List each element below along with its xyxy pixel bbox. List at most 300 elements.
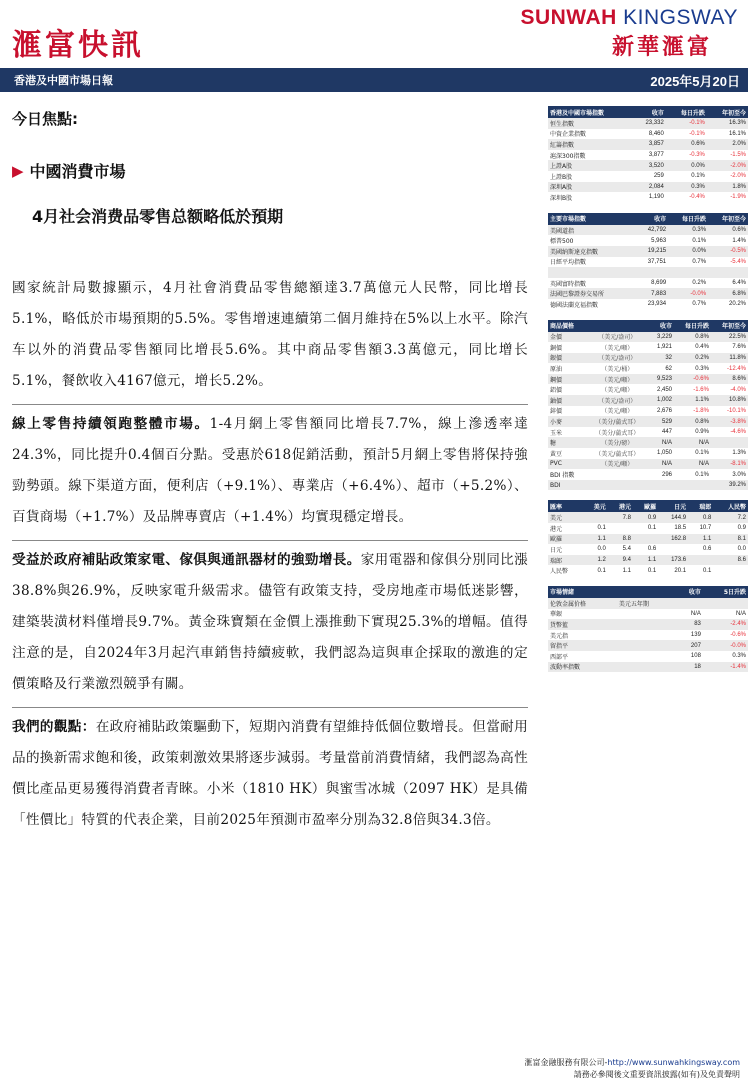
report-date: 2025年5月20日 [650,73,740,89]
table-cell: 1,050 [657,450,673,457]
table-cell: 9.4 [608,555,633,566]
table-cell: 0.1 [702,567,712,574]
table-cell [583,512,608,523]
table-header-cell: 年初至今 [711,320,748,332]
table-row [548,192,748,203]
table-row [548,267,748,278]
table-cell: 0.1% [692,237,707,244]
table-cell: 瑞郎 [548,555,583,566]
table-cell: 德國法蘭克福指數 [550,301,599,309]
table-cell: 16.1% [728,130,746,137]
table-header-row [548,500,748,512]
table-row [548,523,748,534]
table-cell: 22.5% [711,332,748,343]
table-cell: 0.9 [737,525,746,532]
footer-disclaimer: 請務必參閱後文重要資訊披露(如有)及免責聲明 [573,1070,740,1079]
table-cell: 鋼價 [548,374,586,385]
table-cell [617,651,676,662]
table-cell: 0.0% [668,246,708,257]
table-cell: 原油 [550,366,563,374]
table-cell [636,267,668,278]
table-cell: 人民幣 [550,568,569,576]
table-cell: 23,934 [647,301,667,308]
table-cell: （美元/噸） [601,408,634,416]
table-cell: 144.9 [658,512,688,523]
table-cell: 0.6% [666,139,707,150]
divider [12,707,528,708]
table-cell [625,160,633,171]
hk-china-index-table [548,106,748,203]
table-cell [675,598,703,609]
table-header-cell: 收市 [675,586,703,598]
table-cell: 0.3% [732,653,746,660]
table-cell [649,480,674,491]
table-cell: 0.1% [695,471,709,478]
table-cell: 玉米 [550,429,563,437]
table-cell: 207 [675,640,703,651]
fx-rate-table [548,500,748,576]
market-title: 中國消費市場 [29,162,126,181]
table-header-cell: 收市 [636,213,668,225]
table-row [548,257,748,268]
table-cell: 深圳B股 [550,194,573,202]
publication-title: 滙富快訊 [12,28,144,63]
table-cell: 0.0 [737,546,746,553]
table-cell: 1,921 [657,344,673,351]
table-row [548,288,748,299]
table-cell: 銅價 [550,344,563,352]
table-cell: -2.0% [730,173,746,180]
table-cell: 8.1 [713,534,748,545]
table-header-cell: 收市 [633,106,666,118]
table-cell [674,480,711,491]
table-cell: 鈾價 [548,395,586,406]
table-cell [658,544,688,555]
table-cell: 2.0% [707,139,748,150]
table-cell: 上證A股 [548,160,625,171]
paragraph-4-body: 在政府補貼政策驅動下，短期內消費有望維持低個位數增長。但當耐用品的換新需求飽和後，政策刺激效果將逐步減弱。考量當前消費情緒，我們認為高性價比產品更易獲得消費者青睞。小米（1810 HK）與蜜雪冰城（2097 HK）是具備「性價比」特質的代表企業，目前2025年預測市盈率分別為32.8倍與34.3倍。 [12,719,528,828]
table-cell: （美分/蒲式耳） [586,416,649,427]
paragraph-3-body: 家用電器和傢俱分別同比漲38.8%與26.9%，反映家電升級需求。儘管有政策支持，受房地產市場低迷影響，建築裝潢材料僅增長9.7%。黃金珠寶類在金價上漲推動下實現25.3%的增幅。值得注意的是，自2024年3月起汽車銷售持續疲軟，我們認為這與車企採取的激進的定價策略及行業激烈競爭有關。 [12,552,528,692]
table-cell: 上證B股 [550,173,573,181]
table-cell: 0.3% [695,365,709,372]
table-row [548,139,748,150]
table-cell: 5,963 [651,237,667,244]
table-cell: （美分/蒲式耳） [595,429,640,437]
paragraph-2-lead: 線上零售持續領跑整體市場。 [12,416,210,432]
table-cell [625,118,633,129]
table-cell [625,192,633,203]
table-cell: 9,523 [649,374,674,385]
table-cell: -0.6% [730,632,746,639]
table-row [548,374,748,385]
table-cell: 紅籌指數 [548,139,625,150]
table-cell: 1.4% [732,237,746,244]
table-cell: 0.0% [666,160,707,171]
table-cell: -2.4% [703,619,748,630]
footer-url[interactable]: http://www.sunwahkingsway.com [607,1058,740,1067]
table-cell: 6.8% [708,288,748,299]
table-row [548,459,748,470]
table-cell: 英國富時指數 [550,280,587,288]
table-cell [708,267,748,278]
table-cell: 2,676 [657,407,673,414]
table-header-cell: 5日升跌 [703,586,748,598]
table-row [548,150,748,161]
table-header-cell: 匯率 [548,500,583,512]
table-cell [625,129,633,140]
table-cell: 鋅價 [550,408,563,416]
footer-company-name: 滙富金融服務有限公司- [524,1058,608,1067]
table-cell: 貨幣籃 [548,619,617,630]
table-cell: -0.0% [703,640,748,651]
table-cell: 18.5 [674,525,687,532]
table-cell: -0.6% [674,374,711,385]
table-header-cell: 人民幣 [713,500,748,512]
table-cell: 0.6% [708,225,748,236]
paragraph-2-body: 1-4月網上零售額同比增長7.7%，線上滲透率達24.3%，同比提升0.4個百分點。受惠於618促銷活動，預計5月網上零售將保持強勁勢頭。線下渠道方面，便利店（+9.1%）、專業店（+6.4%）、超市（+5.2%）、百貨商場（+1.7%）及品牌專賣店（+1.4%）均實現穩定增長。 [12,416,528,525]
table-header-cell: 年初至今 [707,106,748,118]
table-cell: 1.3% [732,450,746,457]
divider [12,540,528,541]
table-cell: 0.9% [695,429,709,436]
table-header-cell: 每日升跌 [674,320,711,332]
table-cell: （美元/盎司） [586,353,649,364]
table-cell: BDI 指數 [550,472,575,480]
table-cell: -1.9% [730,194,746,201]
table-cell: 恒生指數 [548,118,625,129]
market-data-sidebar [548,106,748,682]
table-cell: 20.1 [674,567,687,574]
table-cell: -1.8% [693,407,709,414]
table-cell: 0.7% [692,301,707,308]
table-cell [586,469,649,480]
table-row [548,469,748,480]
paragraph-1: 國家統計局數據顯示，4月社會消費品零售總額達3.7萬億元人民幣，同比增長5.1%，略低於市場預期的5.5%。零售增速連續第二個月維持在5%以上水平。除汽车以外的消費品零售額同比增長5.6%。其中商品零售額3.3萬億元，同比增长5.1%，餐飲收入4167億元，增长5.2%。 [12,280,528,389]
table-cell: 美元 [548,512,583,523]
table-cell: -0.1% [689,130,705,137]
table-cell: 0.6 [647,546,657,553]
table-cell: 19,215 [636,246,668,257]
article-headline: 4月社会消费品零售总额略低於預期 [32,207,284,226]
table-header-cell: 瑞郎 [688,500,713,512]
company-logo-cn: 新華滙富 [611,35,712,60]
table-header-cell: 歐羅 [633,500,658,512]
table-row [548,555,748,566]
table-cell: 296 [662,471,673,478]
table-cell: 8,699 [651,280,667,287]
table-cell: 0.1% [691,173,705,180]
table-cell: 16.3% [707,118,748,129]
table-cell: -1.5% [730,152,746,159]
table-cell: （美元/盎司） [586,332,649,343]
table-cell [548,267,631,278]
table-cell: 37,751 [647,258,667,265]
table-cell: 8,460 [648,130,664,137]
table-cell: 1.1 [688,534,713,545]
table-cell: （美元/蒲式耳） [595,450,640,458]
table-row [548,544,748,555]
table-row [548,427,748,438]
table-header-cell: 市場情緒 [548,586,675,598]
table-cell: 10.8% [711,395,748,406]
table-row [548,640,748,651]
table-cell: （美元/噸） [586,459,649,470]
table-cell: 8.6 [713,555,748,566]
table-cell: 42,792 [636,225,668,236]
table-cell: 歐羅 [548,534,583,545]
table-row [548,118,748,129]
table-cell: 波動率指數 [548,662,617,673]
table-cell [617,619,676,630]
table-header-cell: 收市 [649,320,674,332]
table-cell: 5.4 [622,546,631,553]
table-cell: -0.1% [666,118,707,129]
table-row [548,342,748,353]
table-row [548,225,748,236]
table-cell: N/A [674,459,711,470]
table-row [548,171,748,182]
divider [12,404,528,405]
table-cell: 0.6 [702,546,712,553]
table-cell: 1.1 [633,555,658,566]
table-cell: 0.8% [674,332,711,343]
table-row [548,129,748,140]
table-cell: 1.1% [674,395,711,406]
table-cell: 0.1 [597,567,606,574]
table-cell: 162.8 [658,534,688,545]
table-cell: 黃豆 [550,450,563,458]
table-cell: -0.4% [689,194,705,201]
focus-heading: 今日焦點: [12,110,78,128]
table-cell: 3.0% [732,471,746,478]
table-cell: 0.1 [647,525,657,532]
table-cell: （美元/噸） [601,387,634,395]
paragraph-4-lead: 我們的觀點： [12,719,96,735]
table-row [548,437,748,448]
table-cell: 18 [675,662,703,673]
table-row [548,332,748,343]
table-cell: 美國納斯達克指數 [548,246,631,257]
table-cell [688,555,713,566]
table-header-cell: 主要市場指數 [548,213,636,225]
table-header-cell: 年初至今 [708,213,748,225]
table-cell: 173.6 [658,555,688,566]
table-cell: 0.9 [633,512,658,523]
table-cell: -8.1% [711,459,748,470]
table-cell: 深圳A股 [548,182,625,193]
table-cell [617,640,676,651]
logo-sunwah: SUNWAH [520,6,617,29]
table-cell [633,534,658,545]
table-cell: （美元/噸） [586,374,649,385]
table-cell: 滬深300指數 [550,152,586,160]
table-cell: N/A [690,610,701,617]
table-cell [617,662,676,673]
header-bar [0,68,748,92]
paragraph-3-lead: 受益於政府補貼政策家電、傢俱與通訊器材的強勁增長。 [12,552,361,568]
table-cell: 西部平 [550,653,569,661]
table-cell: 0.7% [692,258,707,265]
table-cell: 1,190 [648,194,664,201]
table-cell: 1.2 [583,555,608,566]
table-row [548,480,748,491]
table-cell: 6.4% [732,280,746,287]
table-cell: N/A [735,610,746,617]
table-cell: 中資企業指數 [550,131,587,139]
table-cell: 小麥 [548,416,586,427]
table-cell [668,267,708,278]
table-cell: 0.2% [674,353,711,364]
table-cell [711,437,748,448]
table-cell: 3,877 [648,152,664,159]
table-cell [625,150,633,161]
table-row [548,619,748,630]
table-cell: 3,229 [649,332,674,343]
table-row [548,630,748,641]
global-index-table [548,213,748,310]
table-cell: PVC [548,459,586,470]
paragraph-2 [12,409,528,533]
table-header-cell: 日元 [658,500,688,512]
table-header-row [548,320,748,332]
table-cell: 8.8 [608,534,633,545]
table-cell: -0.5% [708,246,748,257]
table-cell: 11.8% [711,353,748,364]
market-sentiment-table [548,586,748,672]
report-subtitle: 香港及中國市場日報 [14,74,113,87]
table-cell: -1.6% [693,386,709,393]
table-cell: 259 [653,173,664,180]
table-cell: 0.4% [695,344,709,351]
table-cell: （美元/桶） [601,366,634,374]
main-content [12,108,528,836]
table-cell: 港元 [550,525,563,533]
table-row [548,246,748,257]
table-cell: 32 [649,353,674,364]
table-header-row [548,213,748,225]
table-cell: 23,332 [633,118,666,129]
logo-kingsway: KINGSWAY [623,6,738,29]
table-cell: 0.1 [647,567,657,574]
table-cell: -10.1% [726,407,746,414]
table-cell: 529 [649,416,674,427]
table-cell: 7,883 [636,288,668,299]
table-cell [586,480,649,491]
table-cell: （美元/盎司） [586,395,649,406]
table-cell: 銀價 [548,353,586,364]
table-cell: -5.4% [730,258,746,265]
table-cell: 1,002 [649,395,674,406]
table-cell: 7.8 [608,512,633,523]
commodity-price-table [548,320,748,491]
table-cell: 7.2 [713,512,748,523]
table-row [548,609,748,620]
table-cell: 1.8% [707,182,748,193]
table-header-cell: 商品價格 [548,320,649,332]
table-cell [713,565,748,576]
table-cell: （美元/噸） [601,344,634,352]
table-cell: 標普500 [550,238,574,246]
table-cell: 0.8% [674,416,711,427]
table-row [548,353,748,364]
table-row [548,160,748,171]
table-cell: N/A [674,437,711,448]
table-header-row [548,586,748,598]
table-cell: 39.2% [711,480,748,491]
table-cell [625,182,633,193]
table-cell: 20.2% [728,301,746,308]
table-cell: BDI [548,480,586,491]
table-cell [625,171,633,182]
table-cell: N/A [649,459,674,470]
table-cell: 0.3% [666,182,707,193]
table-cell: 0.2% [692,280,707,287]
table-cell: 3,520 [633,160,666,171]
table-header-cell: 美元 [583,500,608,512]
table-cell [703,598,748,609]
table-cell: 0.1% [695,450,709,457]
company-logo-en [520,6,738,30]
table-cell: 2,450 [657,386,673,393]
paragraph-3 [12,545,528,700]
table-cell: -0.0% [668,288,708,299]
table-cell: 1.1 [622,567,631,574]
table-row [548,651,748,662]
table-row [548,598,748,609]
footer-company [525,1057,741,1069]
table-cell: 留指平 [548,640,617,651]
table-cell: 447 [662,429,673,436]
table-cell: 美國道指 [548,225,631,236]
table-cell: -3.8% [711,416,748,427]
table-cell: 日經平均指數 [550,259,587,267]
market-heading [12,159,528,182]
table-cell: 0.0 [597,546,606,553]
table-cell: 0.3% [668,225,708,236]
table-cell [617,609,676,620]
table-cell: -2.0% [707,160,748,171]
table-cell: 0.8 [688,512,713,523]
table-row [548,182,748,193]
table-row [548,534,748,545]
table-cell: 7.6% [732,344,746,351]
table-row [548,662,748,673]
table-cell: -12.4% [726,365,746,372]
table-cell: 法國巴黎證券交易所 [548,288,631,299]
table-cell: 日元 [550,546,563,554]
table-cell: 糖 [548,437,586,448]
table-header-cell: 港元 [608,500,633,512]
table-cell: 金價 [548,332,586,343]
table-row [548,565,748,576]
table-cell: N/A [649,437,674,448]
table-header-row [548,106,748,118]
table-cell: 美元五年期 [617,598,676,609]
table-cell: -4.0% [730,386,746,393]
table-cell: 62 [665,365,673,372]
table-header-cell: 香港及中國市場指數 [548,106,633,118]
paragraph-4 [12,712,528,836]
table-row [548,363,748,374]
table-cell [617,630,676,641]
table-cell: 3,857 [633,139,666,150]
triangle-icon: ▶ [12,161,24,180]
table-cell: 華銀 [550,611,563,619]
table-header-cell: 每日升跌 [668,213,708,225]
table-cell: 1.1 [583,534,608,545]
table-row [548,278,748,289]
